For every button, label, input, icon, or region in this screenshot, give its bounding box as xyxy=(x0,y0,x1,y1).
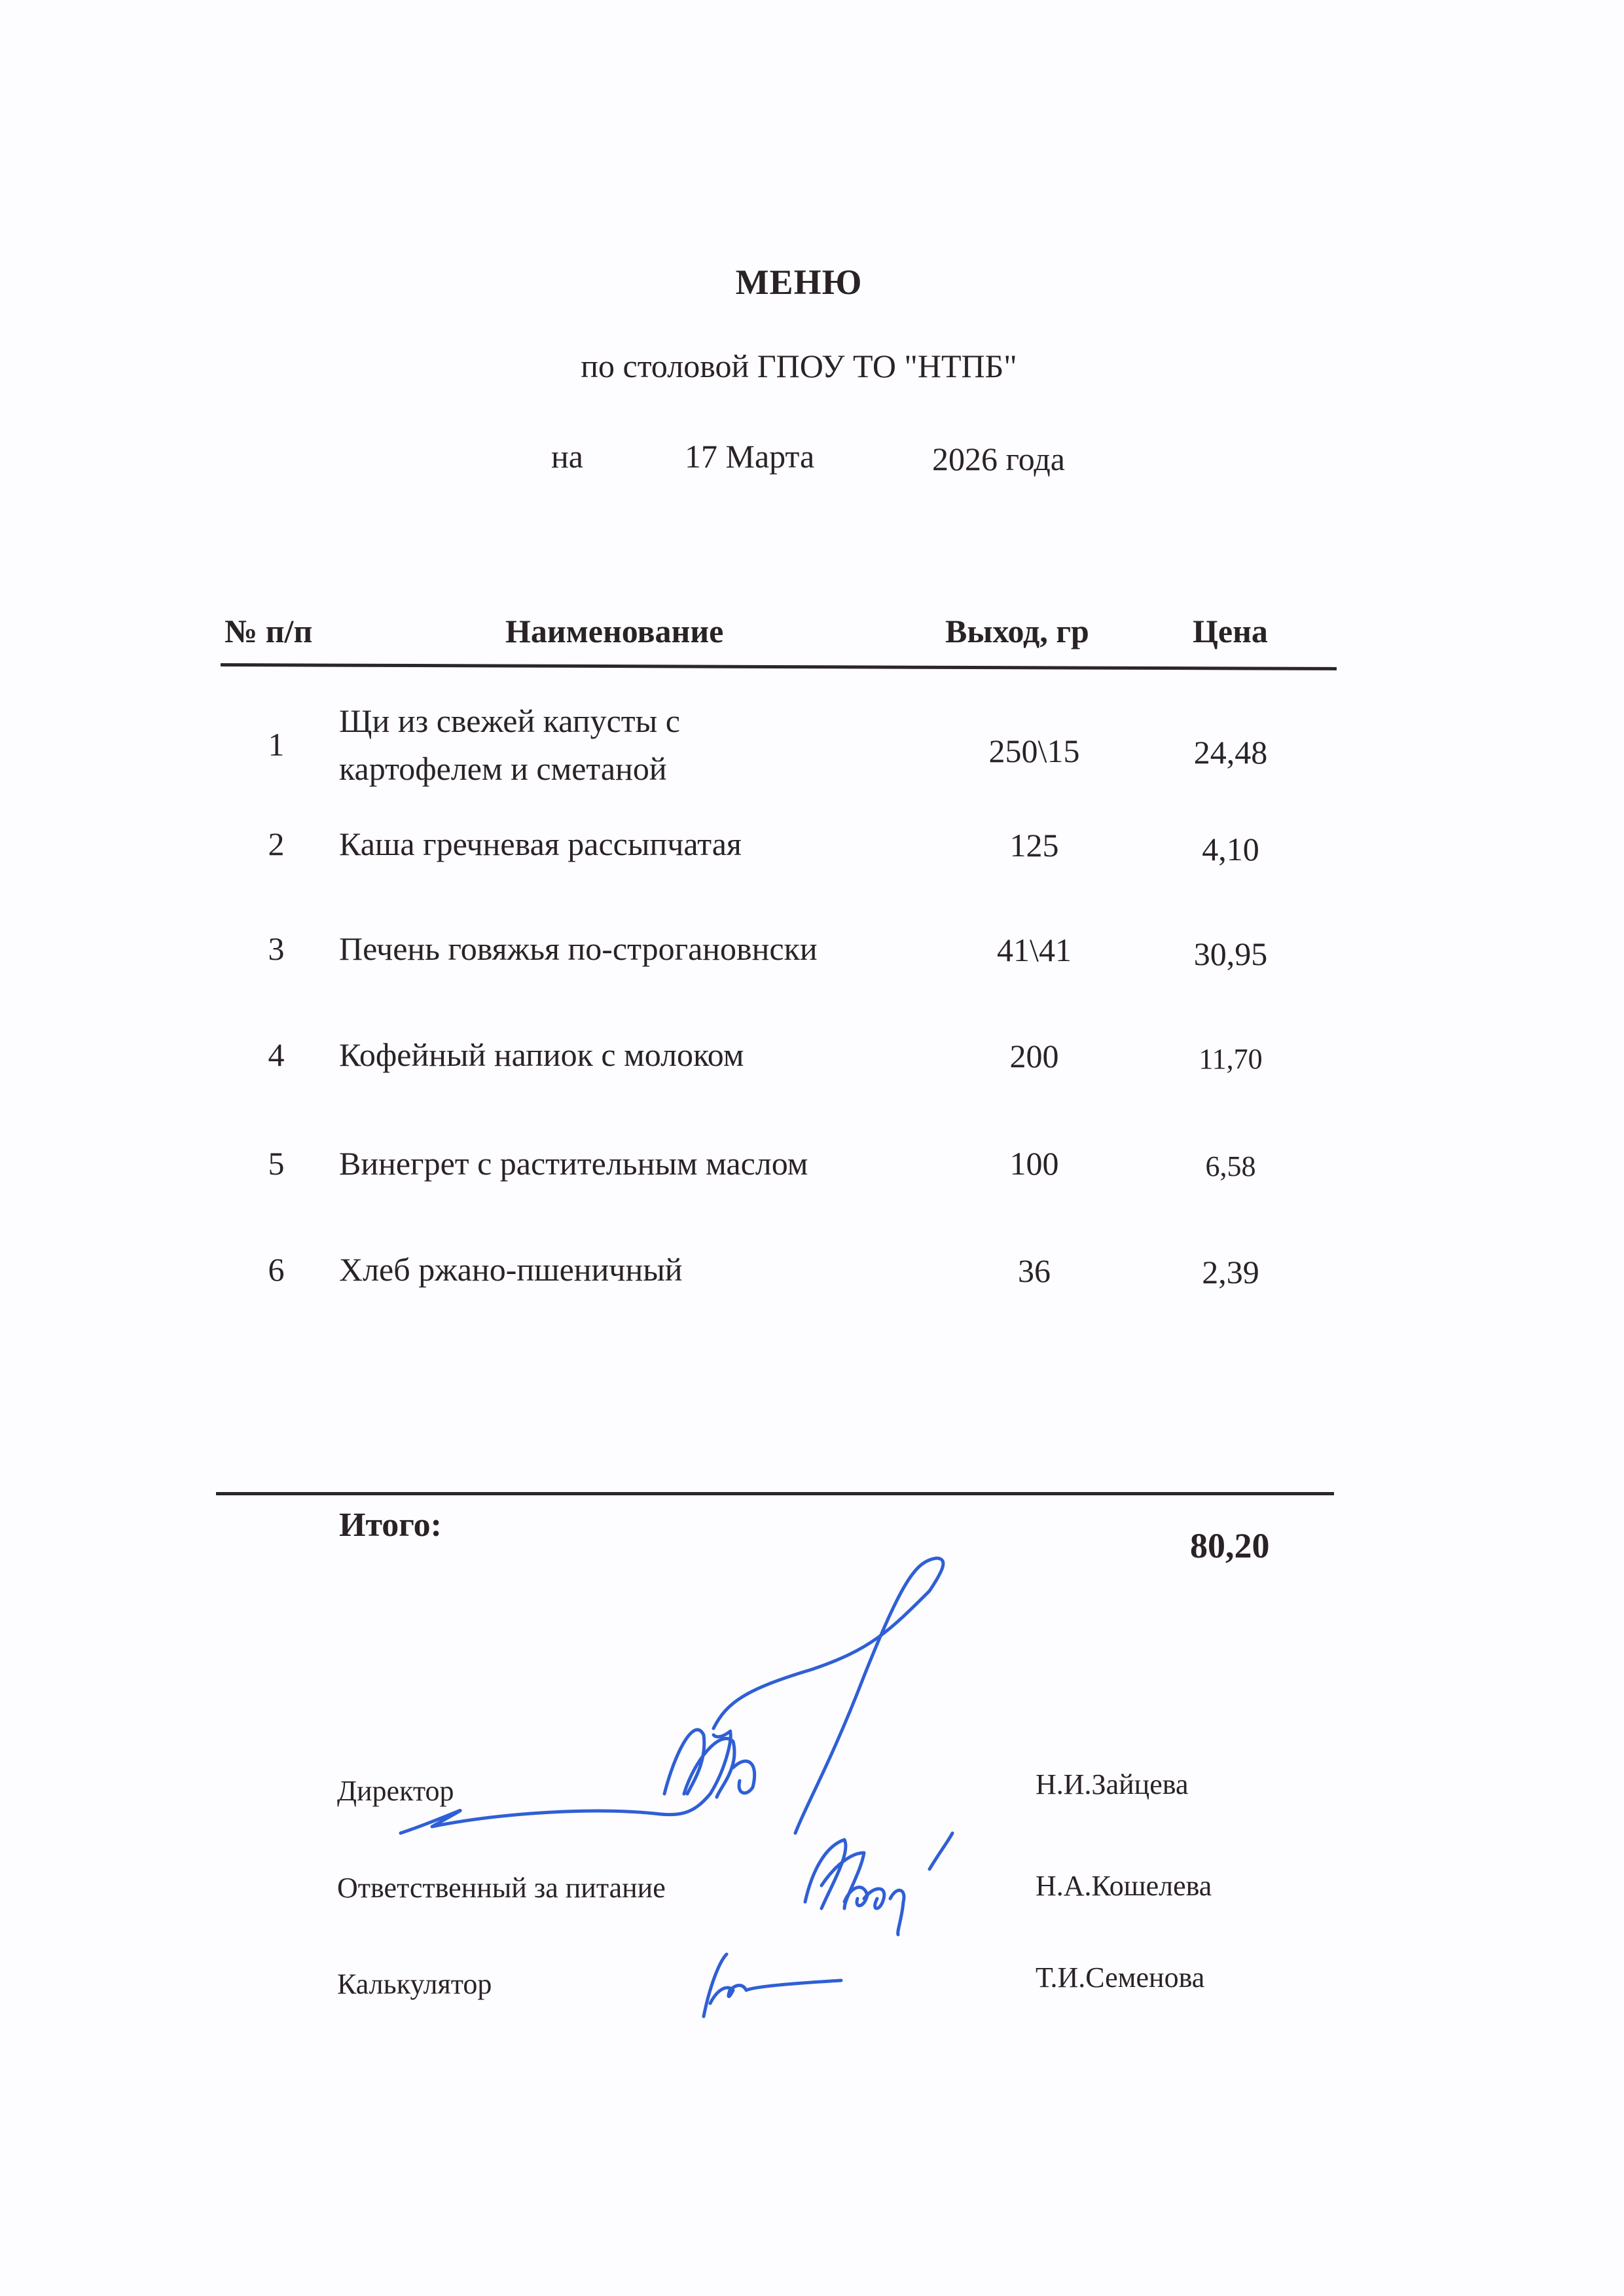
row-name-line2: картофелем и сметаной xyxy=(339,750,667,787)
signature-role: Ответственный за питание xyxy=(337,1872,666,1904)
director-signature xyxy=(401,1558,943,1833)
signature-role: Калькулятор xyxy=(337,1968,492,2000)
signature-name: Т.И.Семенова xyxy=(1036,1961,1205,1994)
calculator-signature xyxy=(704,1954,841,2016)
signature-role: Директор xyxy=(337,1775,454,1807)
responsible-signature xyxy=(805,1833,952,1935)
date-day-month: 17 Марта xyxy=(685,438,815,475)
row-name: Винегрет с растительным маслом xyxy=(339,1145,808,1182)
row-number: 2 xyxy=(268,826,285,862)
row-name: Печень говяжья по-строгановнски xyxy=(339,930,818,967)
row-price: 11,70 xyxy=(1199,1043,1263,1075)
column-header-name: Наименование xyxy=(505,613,724,649)
row-number: 5 xyxy=(268,1145,285,1182)
signature-name: Н.А.Кошелева xyxy=(1036,1870,1212,1902)
row-yield: 250\15 xyxy=(988,733,1080,769)
row-number: 1 xyxy=(268,726,285,763)
row-price: 6,58 xyxy=(1205,1150,1256,1182)
column-header-yield: Выход, гр xyxy=(945,613,1089,649)
column-header-number: № п/п xyxy=(225,613,313,649)
row-yield: 100 xyxy=(1009,1145,1059,1182)
document-subtitle: по столовой ГПОУ ТО "НТПБ" xyxy=(581,348,1017,384)
row-price: 2,39 xyxy=(1202,1254,1259,1290)
row-price: 24,48 xyxy=(1193,734,1268,771)
row-price: 30,95 xyxy=(1193,936,1268,972)
header-divider xyxy=(221,663,1337,670)
row-number: 3 xyxy=(268,930,285,967)
row-name: Хлеб ржано-пшеничный xyxy=(339,1251,683,1288)
row-number: 4 xyxy=(268,1036,285,1073)
document-title: МЕНЮ xyxy=(735,263,863,302)
row-yield: 41\41 xyxy=(997,932,1072,968)
row-yield: 125 xyxy=(1009,827,1059,864)
row-yield: 36 xyxy=(1018,1252,1051,1289)
total-value: 80,20 xyxy=(1190,1526,1270,1565)
row-name: Каша гречневая рассыпчатая xyxy=(339,826,742,862)
row-name: Кофейный напиок с молоком xyxy=(339,1036,744,1073)
signature-name: Н.И.Зайцева xyxy=(1036,1768,1189,1800)
date-year: 2026 года xyxy=(932,441,1065,477)
row-yield: 200 xyxy=(1009,1038,1059,1074)
total-divider xyxy=(216,1492,1334,1495)
row-name-line1: Щи из свежей капусты с xyxy=(339,702,680,739)
row-number: 6 xyxy=(268,1251,285,1288)
date-prefix: на xyxy=(551,438,583,475)
row-price: 4,10 xyxy=(1202,831,1259,867)
total-label: Итого: xyxy=(339,1506,442,1544)
column-header-price: Цена xyxy=(1193,613,1268,649)
